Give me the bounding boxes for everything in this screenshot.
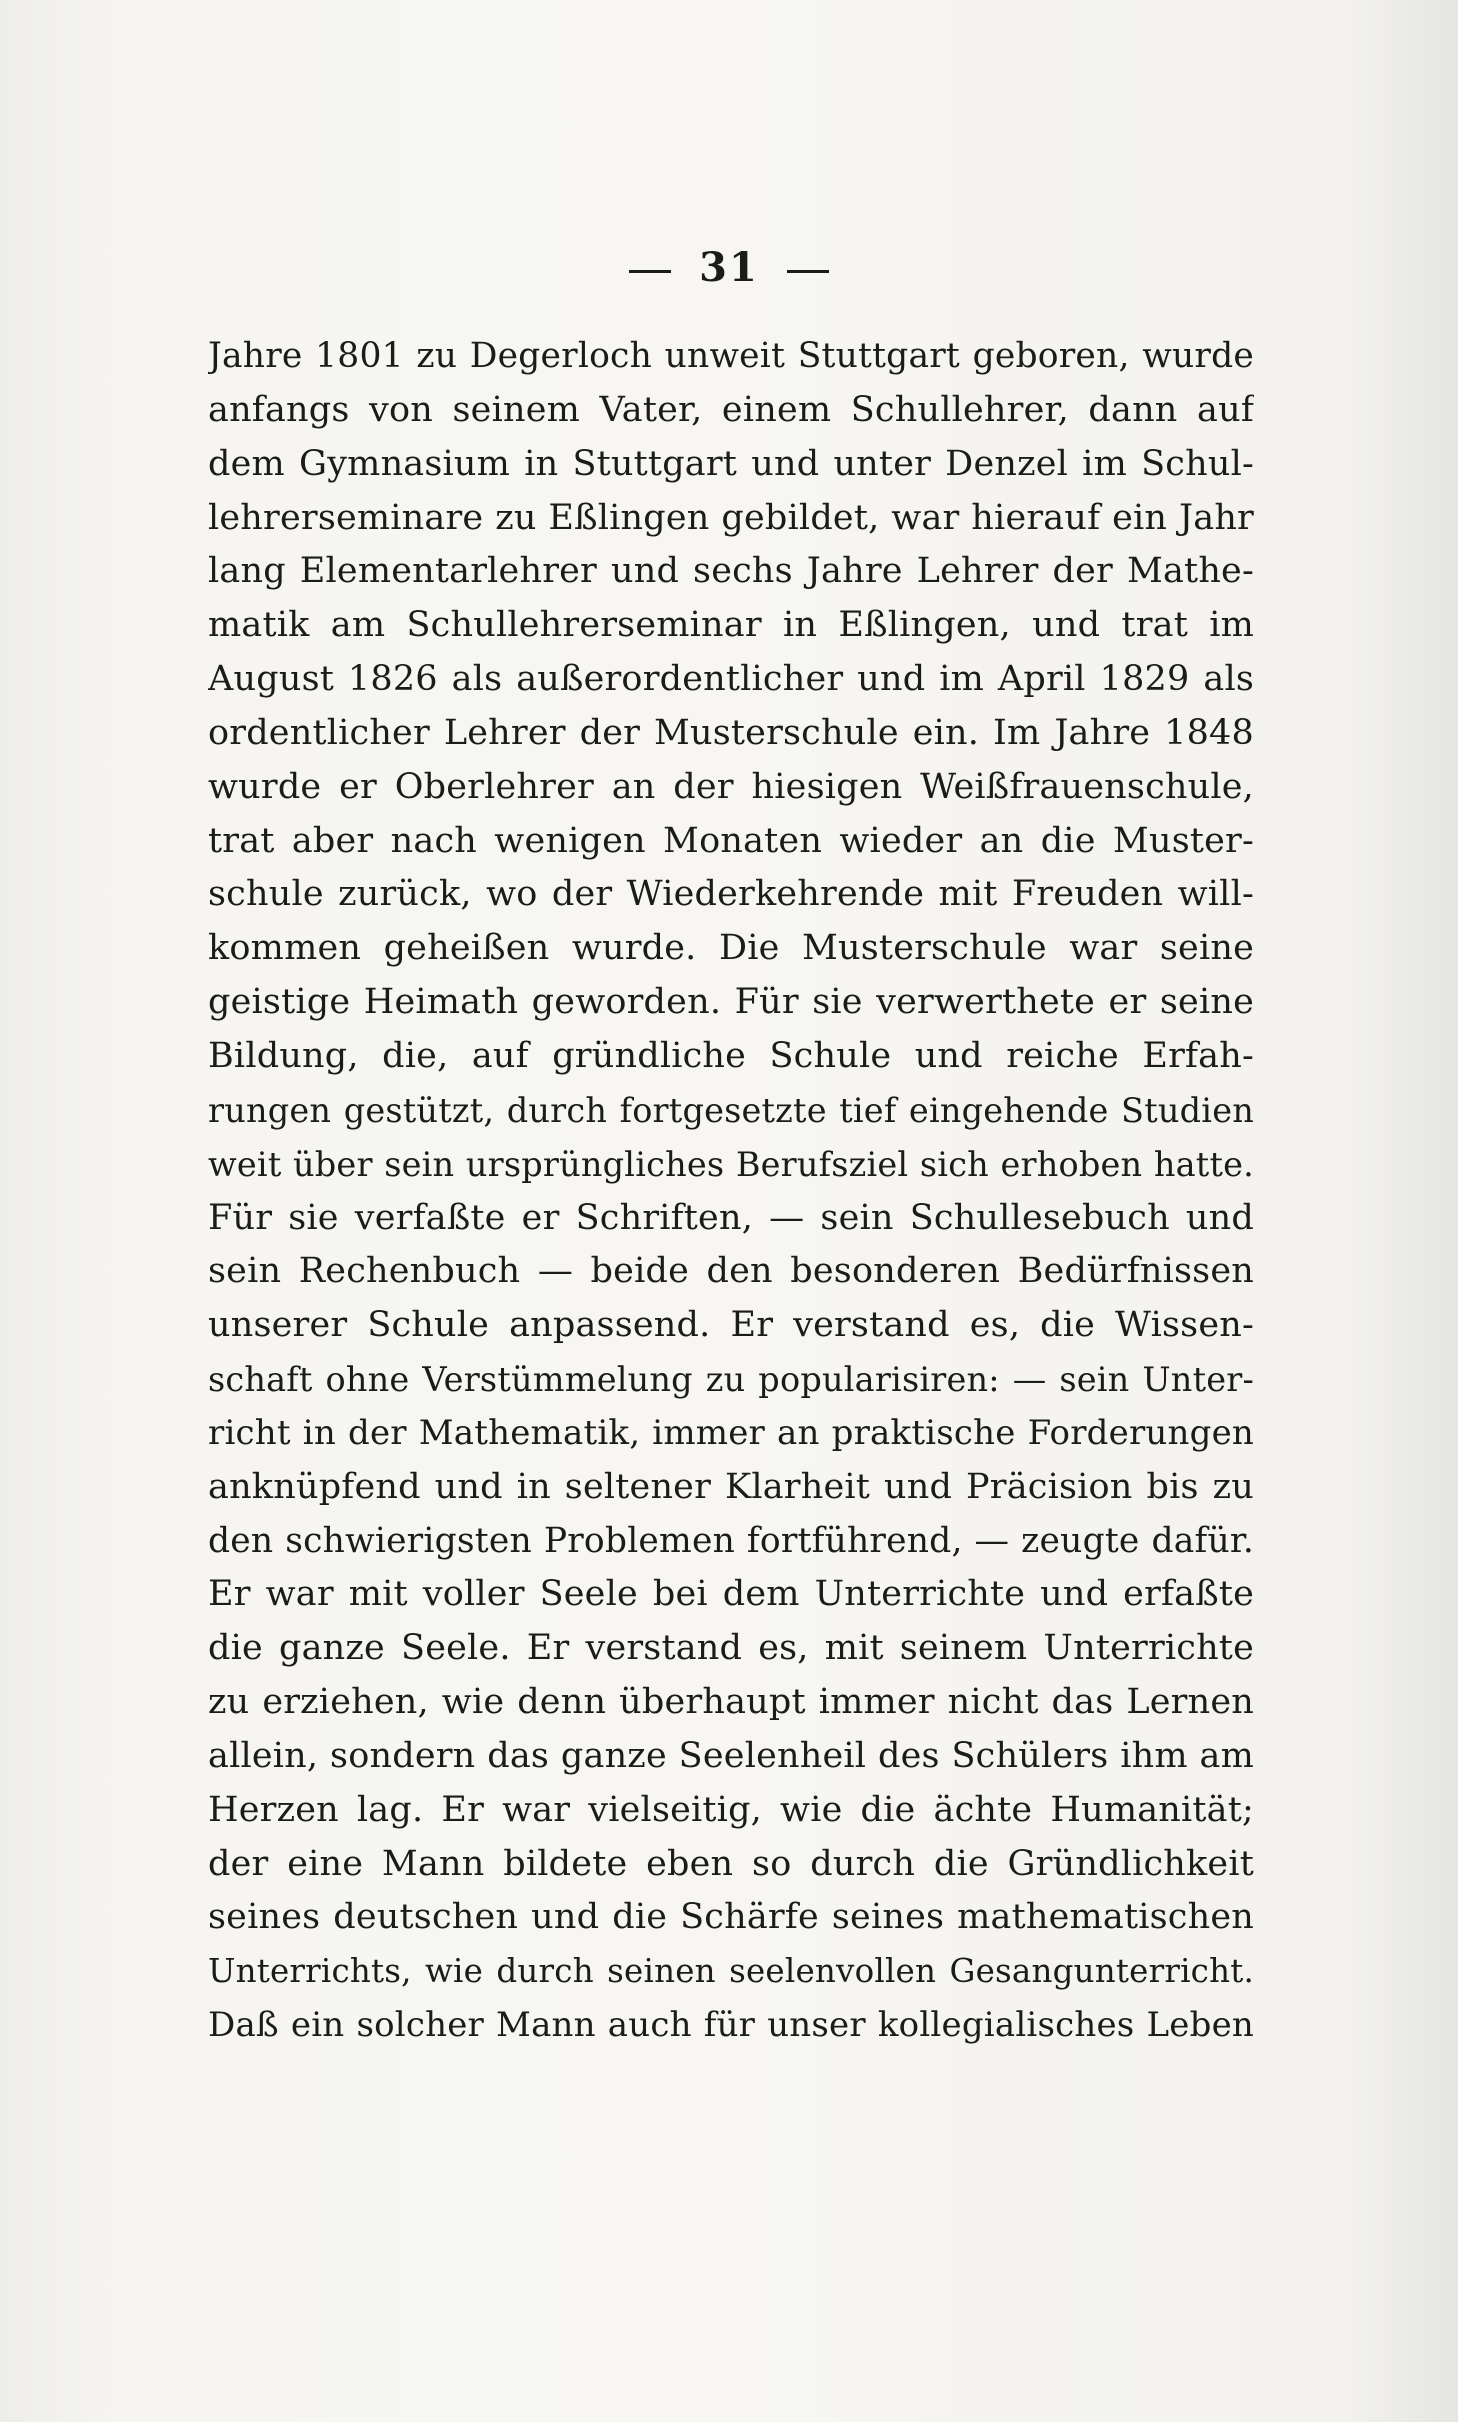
text-line: Bildung, die, auf gründliche Schule und reiche Erfah- (208, 1035, 1254, 1076)
text-line: schule zurück, wo der Wiederkehrende mit Freuden will- (208, 874, 1254, 915)
text-line: geistige Heimath geworden. Für sie verwerthete er seine (208, 982, 1254, 1023)
page-number: 31 (699, 244, 759, 291)
text-line: lang Elementarlehrer und sechs Jahre Lehrer der Mathe- (208, 551, 1254, 592)
text-line: Er war mit voller Seele bei dem Unterrichte und erfaßte (208, 1574, 1254, 1615)
page-body-text (208, 330, 1254, 2053)
text-line: weit über sein ursprüngliches Berufsziel sich erhoben hatte. (208, 1144, 1254, 1184)
text-line: sein Rechenbuch — beide den besonderen Bedürfnissen (208, 1251, 1254, 1292)
text-line: kommen geheißen wurde. Die Musterschule war seine (208, 928, 1254, 969)
text-line: schaft ohne Verstümmelung zu popularisiren: — sein Unter- (208, 1360, 1254, 1400)
text-line: Unterrichts, wie durch seinen seelenvollen Gesangunterricht. (208, 1952, 1254, 1991)
text-line: dem Gymnasium in Stuttgart und unter Denzel im Schul- (208, 443, 1254, 484)
header-dash-right (787, 270, 829, 273)
text-line: richt in der Mathematik, immer an praktische Forderungen (208, 1412, 1254, 1453)
text-line: anfangs von seinem Vater, einem Schullehrer, dann auf (208, 389, 1254, 430)
text-line: trat aber nach wenigen Monaten wieder an die Muster- (208, 820, 1254, 861)
text-line: matik am Schullehrerseminar in Eßlingen, und trat im (208, 605, 1254, 646)
text-line: anknüpfend und in seltener Klarheit und Präcision bis zu (208, 1466, 1254, 1507)
text-line: Für sie verfaßte er Schriften, — sein Schullesebuch und (208, 1197, 1254, 1238)
text-line: August 1826 als außerordentlicher und im April 1829 als (208, 659, 1254, 700)
text-line: zu erziehen, wie denn überhaupt immer nicht das Lernen (208, 1682, 1254, 1723)
text-line: Jahre 1801 zu Degerloch unweit Stuttgart geboren, wurde (208, 336, 1254, 376)
text-line: allein, sondern das ganze Seelenheil des Schülers ihm am (208, 1735, 1254, 1776)
text-line: die ganze Seele. Er verstand es, mit seinem Unterrichte (208, 1628, 1254, 1669)
text-line: der eine Mann bildete eben so durch die Gründlichkeit (208, 1843, 1254, 1884)
text-line: lehrerseminare zu Eßlingen gebildet, war hierauf ein Jahr (208, 497, 1254, 538)
header-dash-left (629, 270, 671, 273)
text-line: Daß ein solcher Mann auch für unser kollegialisches Leben (208, 2005, 1254, 2046)
text-line: Herzen lag. Er war vielseitig, wie die ächte Humanität; (208, 1789, 1254, 1830)
text-line: ordentlicher Lehrer der Musterschule ein. Im Jahre 1848 (208, 712, 1254, 753)
text-line: rungen gestützt, durch fortgesetzte tief eingehende Studien (208, 1090, 1254, 1130)
page-header (0, 238, 1458, 298)
text-line: den schwierigsten Problemen fortführend, — zeugte dafür. (208, 1520, 1254, 1561)
text-line: unserer Schule anpassend. Er verstand es, die Wissen- (208, 1305, 1254, 1346)
text-line: wurde er Oberlehrer an der hiesigen Weißfrauenschule, (208, 766, 1254, 807)
text-line: seines deutschen und die Schärfe seines mathematischen (208, 1897, 1254, 1938)
